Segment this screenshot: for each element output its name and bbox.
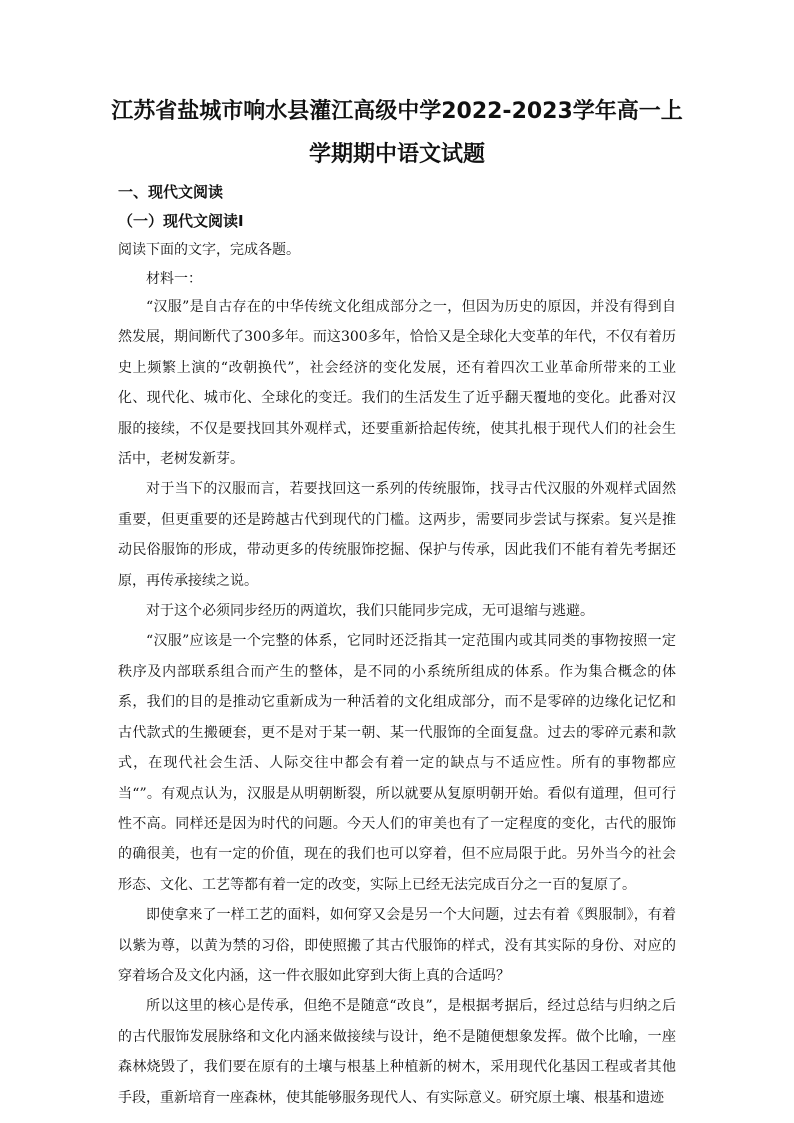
paragraph: 对于当下的汉服而言，若要找回这一系列的传统服饰，找寻古代汉服的外观样式固然重要，但更重要的还是跨越古代到现代的门槛。这两步，需要同步尝试与探索。复兴是推动民俗服饰的形成，带动更多的传统服饰挖掘、保护与传承，因此我们不能有着先考据还原，再传承接续之说。 xyxy=(118,481,676,589)
paragraph: 对于这个必须同步经历的两道坎，我们只能同步完成，无可退缩与逃避。 xyxy=(146,603,594,620)
paragraph: “汉服”应该是一个完整的体系，它同时还泛指其一定范围内或其同类的事物按照一定秩序及内部联系组合而产生的整体，是不同的小系统所组成的体系。作为集合概念的体系，我们的目的是推动它重新成为一种活着的文化组成部分，而不是零碎的边缘化记忆和古代款式的生搬硬套，更不是对于某一朝、某一代服饰的全面复盘。过去的零碎元素和款式，在现代社会生活、人际交往中都会有着一定的缺点与不适应性。所有的事物都应当“”。有观点认为，汉服是从明朝断裂，所以就要从复原明朝开始。看似有道理，但可行性不高。同样还是因为时代的问题。今天人们的审美也有了一定程度的变化，古代的服饰的确很美，也有一定的价值，现在的我们也可以穿着，但不应局限于此。另外当今的社会形态、文化、工艺等都有着一定的改变，实际上已经无法完成百分之一百的复原了。 xyxy=(118,633,676,893)
paragraph: “汉服”是自古存在的中华传统文化组成部分之一，但因为历史的原因，并没有得到自然发展，期间断代了300多年。而这300多年，恰恰又是全球化大变革的年代，不仅有着历史上频繁上演的“改朝换代”，社会经济的变化发展，还有着四次工业革命所带来的工业化、现代化、城市化、全球化的变迁。我们的生活发生了近乎翻天覆地的变化。此番对汉服的接续，不仅是要找回其外观样式，还要重新拾起传统，使其扎根于现代人们的社会生活中，老树发新芽。 xyxy=(118,299,676,468)
document-title-line-2: 学期期中语文试题 xyxy=(308,142,485,167)
material-label: 材料一： xyxy=(146,271,202,287)
document-title-line-1: 江苏省盐城市响水县灌江高级中学2022-2023学年高一上 xyxy=(111,99,683,124)
reading-instruction: 阅读下面的文字，完成各题。 xyxy=(118,242,300,258)
paragraph: 即使拿来了一样工艺的面料，如何穿又会是另一个大问题，过去有着《舆服制》，有着以紫为尊，以黄为禁的习俗，即使照搬了其古代服饰的样式，没有其实际的身份、对应的穿着场合及文化内涵，这一件衣服如此穿到大街上真的合适吗？ xyxy=(118,907,676,984)
article-body xyxy=(118,292,676,1113)
subsection-heading: （一）现代文阅读Ⅰ xyxy=(118,212,244,230)
section-heading: 一、现代文阅读 xyxy=(118,183,224,201)
paragraph: 所以这里的核心是传承，但绝不是随意“改良”，是根据考据后，经过总结与归纳之后的古代服饰发展脉络和文化内涵来做接续与设计，绝不是随便想象发挥。做个比喻，一座森林烧毁了，我们要在原有的土壤与根基上种植新的树木，采用现代化基因工程或者其他手段，重新培育一座森林，使其能够服务现代人、有实际意义。研究原土壤、根基和遗迹 xyxy=(118,998,676,1106)
